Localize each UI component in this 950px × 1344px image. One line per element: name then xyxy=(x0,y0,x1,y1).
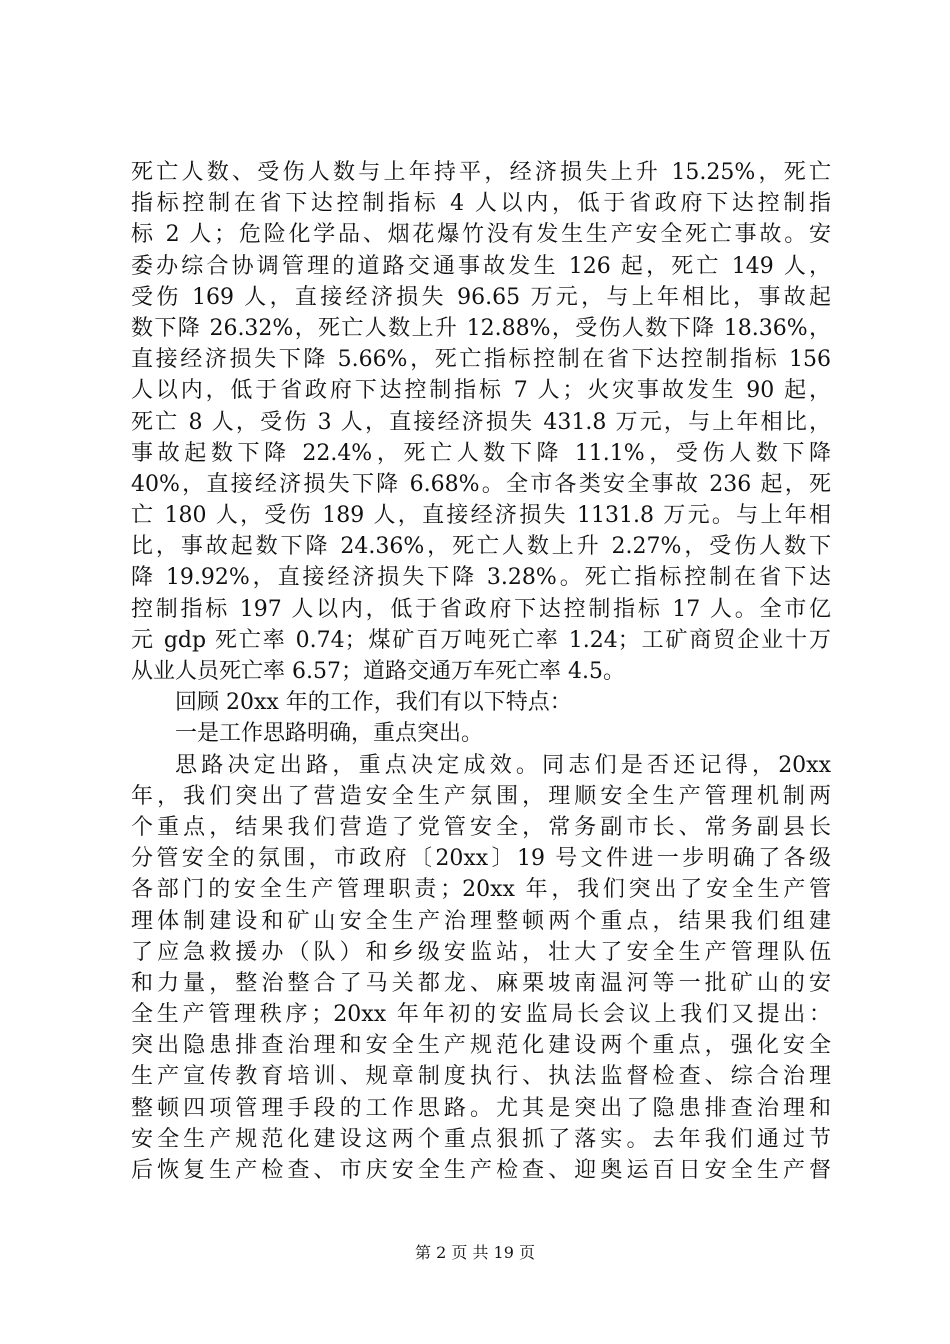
text-line: 安全生产规范化建设这两个重点狠抓了落实。去年我们通过节 xyxy=(131,1126,831,1152)
page-footer: 第 2 页 共 19 页 xyxy=(415,1243,535,1262)
text-line: 生产宣传教育培训、规章制度执行、执法监督检查、综合治理 xyxy=(131,1064,831,1090)
text-line: 各部门的安全生产管理职责；20xx 年，我们突出了安全生产管 xyxy=(131,877,831,903)
text-line: 比，事故起数下降 24.36%，死亡人数上升 2.27%，受伤人数下 xyxy=(131,534,831,560)
text-line: 指标控制在省下达控制指标 4 人以内，低于省政府下达控制指 xyxy=(131,191,831,217)
text-line: 全生产管理秩序；20xx 年年初的安监局长会议上我们又提出： xyxy=(131,1002,831,1028)
paragraph-line: 思路决定出路，重点决定成效。同志们是否还记得，20xx xyxy=(175,752,831,778)
text-line: 受伤 169 人，直接经济损失 96.65 万元，与上年相比，事故起 xyxy=(131,284,831,310)
text-line: 标 2 人；危险化学品、烟花爆竹没有发生生产安全死亡事故。安 xyxy=(131,222,831,248)
text-line: 死亡人数、受伤人数与上年持平，经济损失上升 15.25%，死亡 xyxy=(131,160,831,185)
text-line: 理体制建设和矿山安全生产治理整顿两个重点，结果我们组建 xyxy=(131,908,831,934)
text-line: 突出隐患排查治理和安全生产规范化建设两个重点，强化安全 xyxy=(131,1033,831,1059)
text-line: 后恢复生产检查、市庆安全生产检查、迎奥运百日安全生产督 xyxy=(131,1158,831,1183)
text-line: 个重点，结果我们营造了党管安全，常务副市长、常务副县长 xyxy=(131,814,831,840)
section-heading: 一是工作思路明确，重点突出。 xyxy=(175,721,484,747)
text-line: 控制指标 197 人以内，低于省政府下达控制指标 17 人。全市亿 xyxy=(131,596,831,622)
text-line: 直接经济损失下降 5.66%，死亡指标控制在省下达控制指标 156 xyxy=(131,347,831,373)
text-line: 40%，直接经济损失下降 6.68%。全市各类安全事故 236 起，死 xyxy=(131,471,831,497)
text-line: 年，我们突出了营造安全生产氛围，理顺安全生产管理机制两 xyxy=(131,783,831,809)
text-line: 整顿四项管理手段的工作思路。尤其是突出了隐患排查治理和 xyxy=(131,1095,831,1121)
text-line: 和力量，整治整合了马关都龙、麻栗坡南温河等一批矿山的安 xyxy=(131,970,831,996)
paragraph-line: 回顾 20xx 年的工作，我们有以下特点： xyxy=(175,690,572,716)
document-body xyxy=(131,157,831,1186)
text-line: 分管安全的氛围，市政府〔20xx〕19 号文件进一步明确了各级 xyxy=(131,846,831,872)
text-line: 了应急救援办（队）和乡级安监站，壮大了安全生产管理队伍 xyxy=(131,939,831,965)
text-line: 亡 180 人，受伤 189 人，直接经济损失 1131.8 万元。与上年相 xyxy=(131,503,831,529)
text-line: 死亡 8 人，受伤 3 人，直接经济损失 431.8 万元，与上年相比， xyxy=(131,409,831,435)
text-line: 事故起数下降 22.4%，死亡人数下降 11.1%，受伤人数下降 xyxy=(131,440,831,466)
text-line: 数下降 26.32%，死亡人数上升 12.88%，受伤人数下降 18.36%， xyxy=(131,315,831,341)
text-line: 从业人员死亡率 6.57；道路交通万车死亡率 4.5。 xyxy=(131,659,625,684)
text-line: 元 gdp 死亡率 0.74；煤矿百万吨死亡率 1.24；工矿商贸企业十万 xyxy=(131,627,831,653)
text-line: 降 19.92%，直接经济损失下降 3.28%。死亡指标控制在省下达 xyxy=(131,565,831,591)
text-line: 委办综合协调管理的道路交通事故发生 126 起，死亡 149 人， xyxy=(131,253,831,279)
text-line: 人以内，低于省政府下达控制指标 7 人；火灾事故发生 90 起， xyxy=(131,378,831,404)
